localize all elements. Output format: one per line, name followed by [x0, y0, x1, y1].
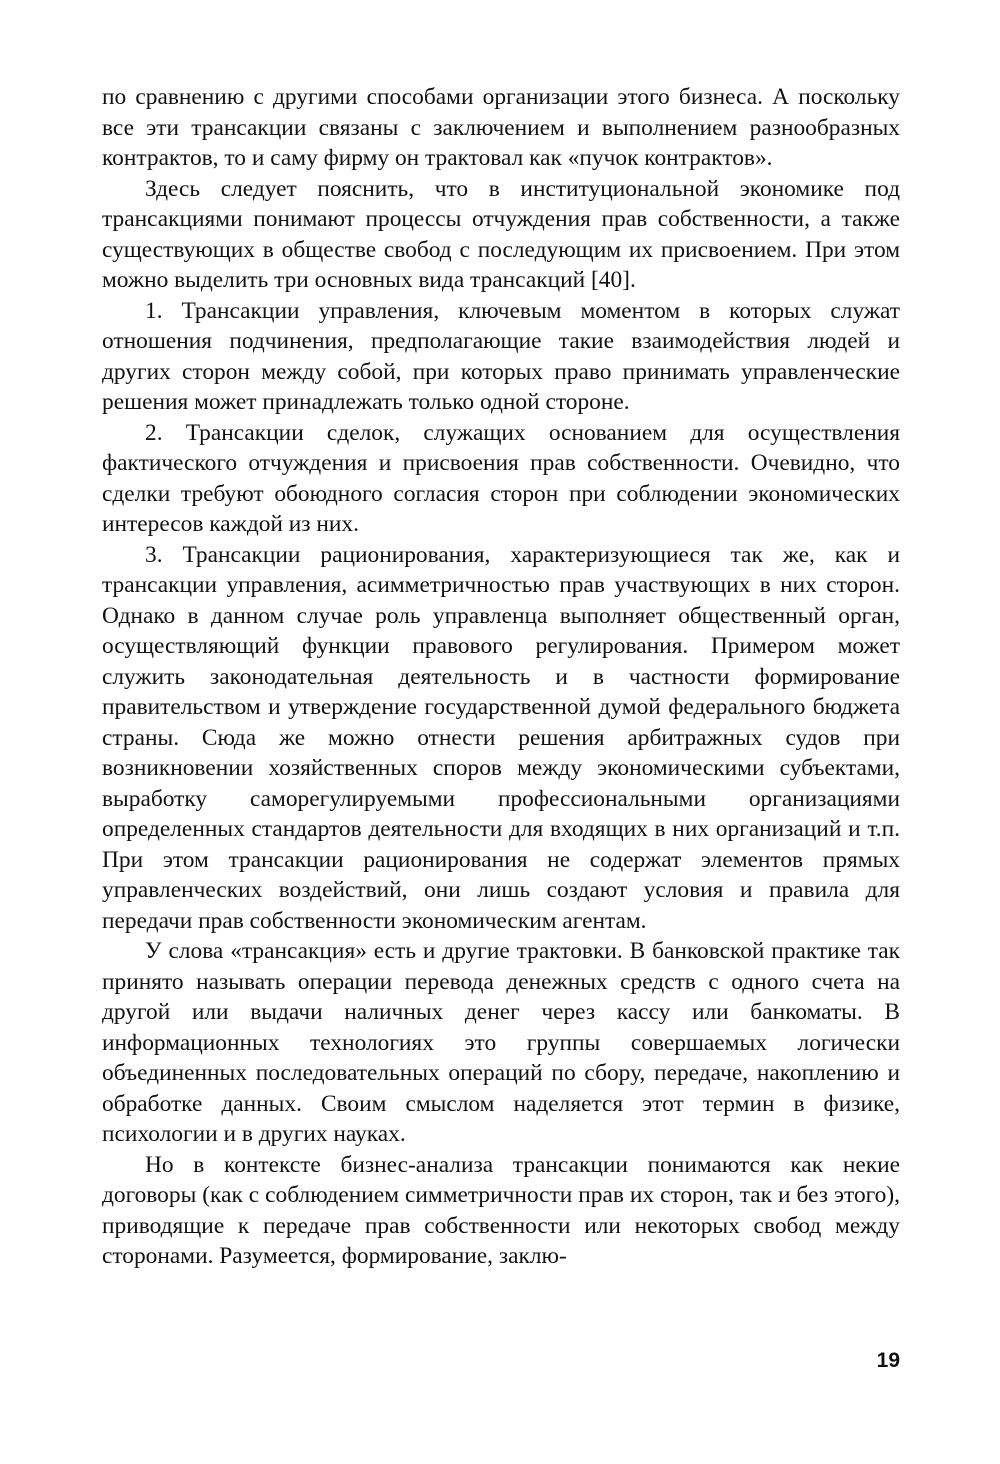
paragraph-continuation: по сравнению с другими способами организации этого бизнеса. А поскольку все эти трансакции связаны с заключением и выполнением разнообразных контрактов, то и саму фирму он трактовал как «пучок контрактов».	[102, 84, 900, 171]
paragraph-other-meanings: У слова «трансакция» есть и другие трактовки. В банковской практике так принято называть операции перевода денежных средств с одного счета на другой или выдачи наличных денег через кассу или банкоматы. В информационных технологиях это группы совершаемых логически объединенных последовательных операций по сбору, передаче, накоплению и обработке данных. Своим смыслом наделяется этот термин в физике, психологии и в других науках.	[102, 938, 900, 1147]
paragraph-rationing-transactions: 3. Трансакции рационирования, характеризующиеся так же, как и трансакции управления, асимметричностью прав участвующих в них сторон. Однако в данном случае роль управленца выполняет общественный орган, осуществляющий функции правового регулирования. Примером может служить законодательная деятельность и в частности формирование правительством и утверждение государственной думой федерального бюджета страны. Сюда же можно отнести решения арбитражных судов при возникновении хозяйственных споров между экономическими субъектами, выработку саморегулируемыми профессиональными организациями определенных стандартов деятельности для входящих в них организаций и т.п. При этом трансакции рационирования не содержат элементов прямых управленческих воздействий, они лишь создают условия и правила для передачи прав собственности экономическим агентам.	[102, 541, 900, 934]
paragraph-business-analysis-context: Но в контексте бизнес-анализа трансакции понимаются как некие договоры (как с соблюдением симметричности прав их сторон, так и без этого), приводящие к передаче прав собственности или некоторых свобод между сторонами. Разумеется, формирование, заклю-	[102, 1151, 900, 1269]
paragraph-deal-transactions: 2. Трансакции сделок, служащих основанием для осуществления фактического отчуждения и присвоения прав собственности. Очевидно, что сделки требуют обоюдного согласия сторон при соблюдении экономических интересов каждой из них.	[102, 419, 900, 537]
page-body	[102, 82, 900, 1372]
paragraph-transactions-definition: Здесь следует пояснить, что в институциональной экономике под трансакциями понимают процессы отчуждения прав собственности, а также существующих в обществе свобод с последующим их присвоением. При этом можно выделить три основных вида трансакций [40].	[102, 175, 900, 293]
paragraph-management-transactions: 1. Трансакции управления, ключевым моментом в которых служат отношения подчинения, предполагающие такие взаимодействия людей и других сторон между собой, при которых право принимать управленческие решения может принадлежать только одной стороне.	[102, 297, 900, 415]
page-number: 19	[876, 1349, 900, 1372]
